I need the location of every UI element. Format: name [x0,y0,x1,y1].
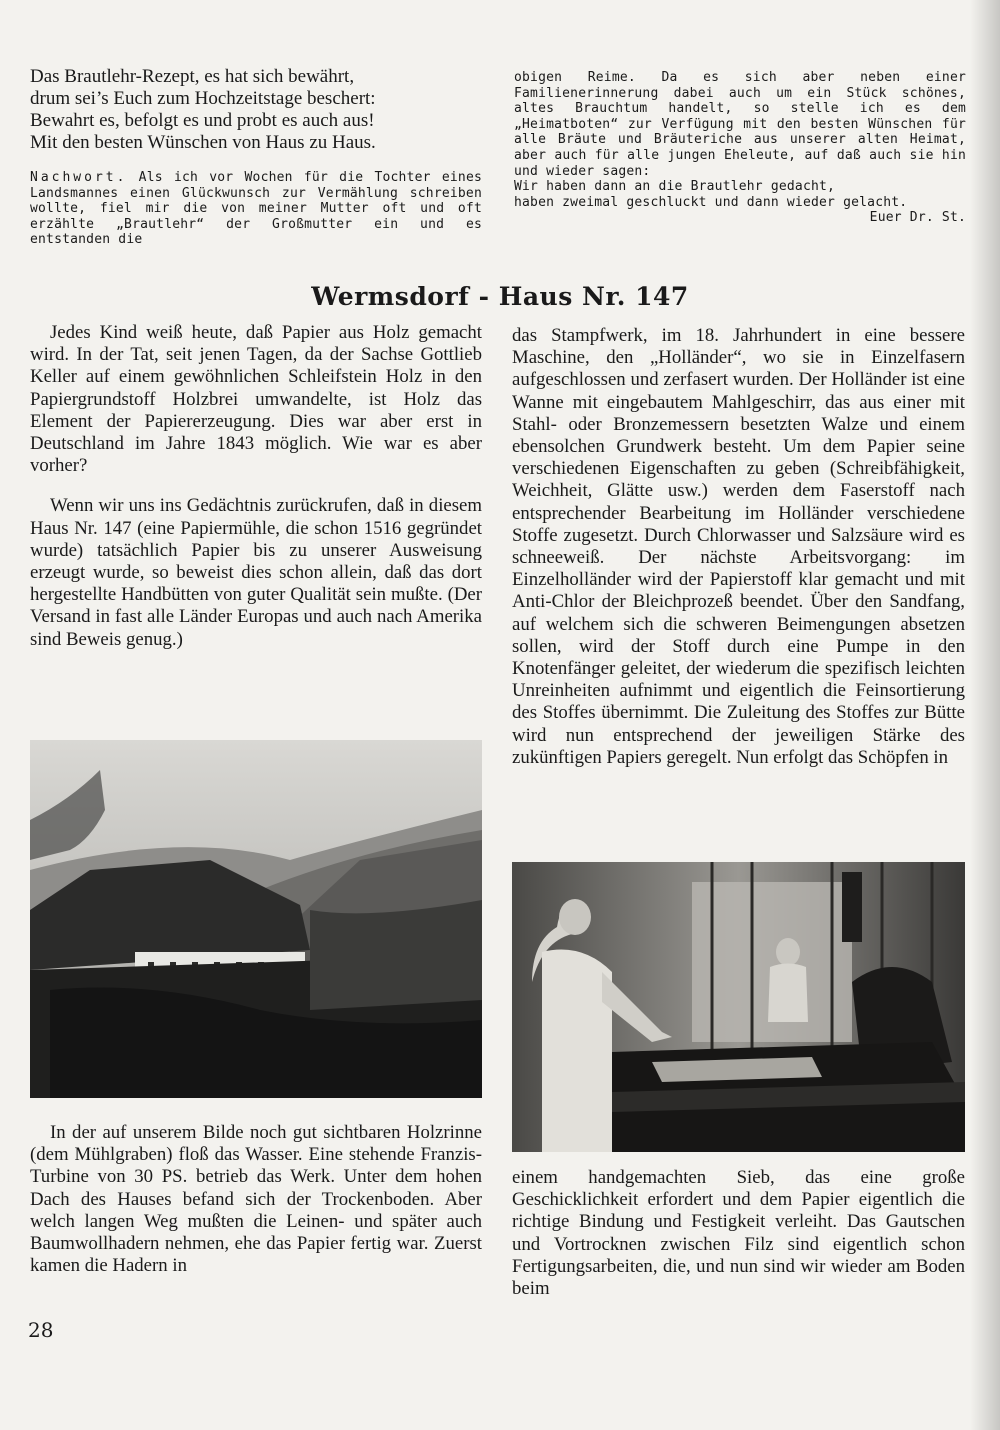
article-title: Wermsdorf - Haus Nr. 147 [311,282,689,311]
article-paragraph: einem handgemachten Sieb, das eine große Geschicklichkeit erfordert und dem Papier eigentlich die richtige Bindung und Festigkeit verleiht. Das Gautschen und Vortrocknen zwischen Filz sind eigentlich schon Fertigungsarbeiten, die, und nun sind wir wieder am Boden beim [512,1167,965,1300]
nachwort-text: Als ich vor Wochen für die Tochter eines Landsmannes einen Glückwunsch zur Vermählung schreiben wollte, fiel mir die von meiner Mutter oft und oft erzählte „Brautlehr“ der Großmutter ein und es entstanden die [30,170,482,248]
mill-photo [30,740,482,1098]
nachwort-continued: obigen Reime. Da es sich aber neben einer Familienerinnerung dabei auch um ein Stück schönes, altes Brauchtum handelt, so stelle ich es dem „Heimatboten“ zur Verfügung mit den besten Wünschen für alle Bräute und Bräuteriche aus unserer alten Heimat, aber auch für alle jungen Eheleute, auf daß auch sie hin und wieder sagen: [514,70,966,179]
page-number: 28 [28,1318,54,1342]
article-paragraph: Wenn wir uns ins Gedächtnis zurückrufen, daß in diesem Haus Nr. 147 (eine Papiermühle, die schon 1516 gegründet wurde) tatsächlich Papier bis zu unserer Ausweisung erzeugt wurde, so beweist dies schon allein, daß das dort hergestellte Handbütten von guter Qualität sein mußte. (Der Versand in fast alle Länder Europas und auch nach Amerika sind Beweis genug.) [30,495,482,650]
article-paragraph: In der auf unserem Bilde noch gut sichtbaren Holzrinne (dem Mühlgraben) floß das Wasser. Eine stehende Franzis-Turbine von 30 PS. betrieb das Werk. Unter dem hohen Dach des Hauses befand sich der Trockenboden. Aber welch langen Weg mußten die Leinen- und später auch Baumwollhadern nehmen, ehe das Papier fertig war. Zuerst kamen die Hadern in [30,1122,482,1277]
poem-line: Bewahrt es, befolgt es und probt es auch aus! [30,110,375,131]
nachwort-label: Nachwort. [30,170,128,185]
poem-line: Das Brautlehr-Rezept, es hat sich bewährt, [30,66,355,87]
verse-line: Wir haben dann an die Brautlehr gedacht, [514,179,836,195]
page-edge-shadow [970,0,1000,1430]
nachwort-paragraph [30,170,482,248]
poem-block [30,66,482,248]
article-left-column [30,322,482,669]
poem-line: Mit den besten Wünschen von Haus zu Haus. [30,132,376,153]
papermaking-photo-illustration [512,862,965,1152]
poem-line: drum sei’s Euch zum Hochzeitstage beschert: [30,88,376,109]
papermaking-photo [512,862,965,1152]
mill-photo-illustration [30,740,482,1098]
poem [30,66,482,154]
article-paragraph: das Stampfwerk, im 18. Jahrhundert in eine bessere Maschine, den „Holländer“, wo sie in Einzelfasern aufgeschlossen und zerfasert wurden. Der Holländer ist eine Wanne mit eingebautem Mahlgeschirr, das aus einer mit Stahl- oder Bronzemessern besetzten Walze und einem ebensolchen Grundwerk besteht. Um dem Papier seine verschiedenen Eigenschaften zu geben (Schreibfähigkeit, Weichheit, Glätte usw.) werden dem Faserstoff nach entsprechender Bearbeitung im Holländer verschiedene Stoffe zugesetzt. Durch Chlorwasser und Salzsäure wird es schneeweiß. Der nächste Arbeitsvorgang: im Einzelholländer wird der Papierstoff klar gemacht und mit Anti-Chlor der Bleichprozeß beendet. Über den Sandfang, auf welchem sich die schweren Beimengungen absetzen sollen, wird der Stoff durch eine Pumpe in den Knotenfänger geleitet, der wiederum die spezifisch leichten Unreinheiten aufnimmt und eigentlich die Feinsortierung des Stoffes übernimmt. Die Zuleitung des Stoffes zur Bütte wird nun entsprechend der jeweiligen Stärke des zukünftigen Papiers geregelt. Nun erfolgt das Schöpfen in [512,325,965,768]
article-paragraph: Jedes Kind weiß heute, daß Papier aus Holz gemacht wird. In der Tat, seit jenen Tagen, da der Sachse Gottlieb Keller auf einem gewöhnlichen Schleifstein Holz in den Papiergrundstoff Holzbrei umwandelte, ist Holz das Element der Papiererzeugung. Dies war aber erst in Deutschland im Jahre 1843 möglich. Wie war es aber vorher? [30,322,482,477]
article-right-column [512,325,965,787]
verse-line: haben zweimal geschluckt und dann wieder gelacht. [514,194,908,210]
nachwort-continued-block [514,70,966,226]
signature [514,210,966,226]
article-left-bottom [30,1122,482,1295]
article-right-bottom [512,1167,965,1318]
signature-text: Euer Dr. St. [869,210,966,226]
